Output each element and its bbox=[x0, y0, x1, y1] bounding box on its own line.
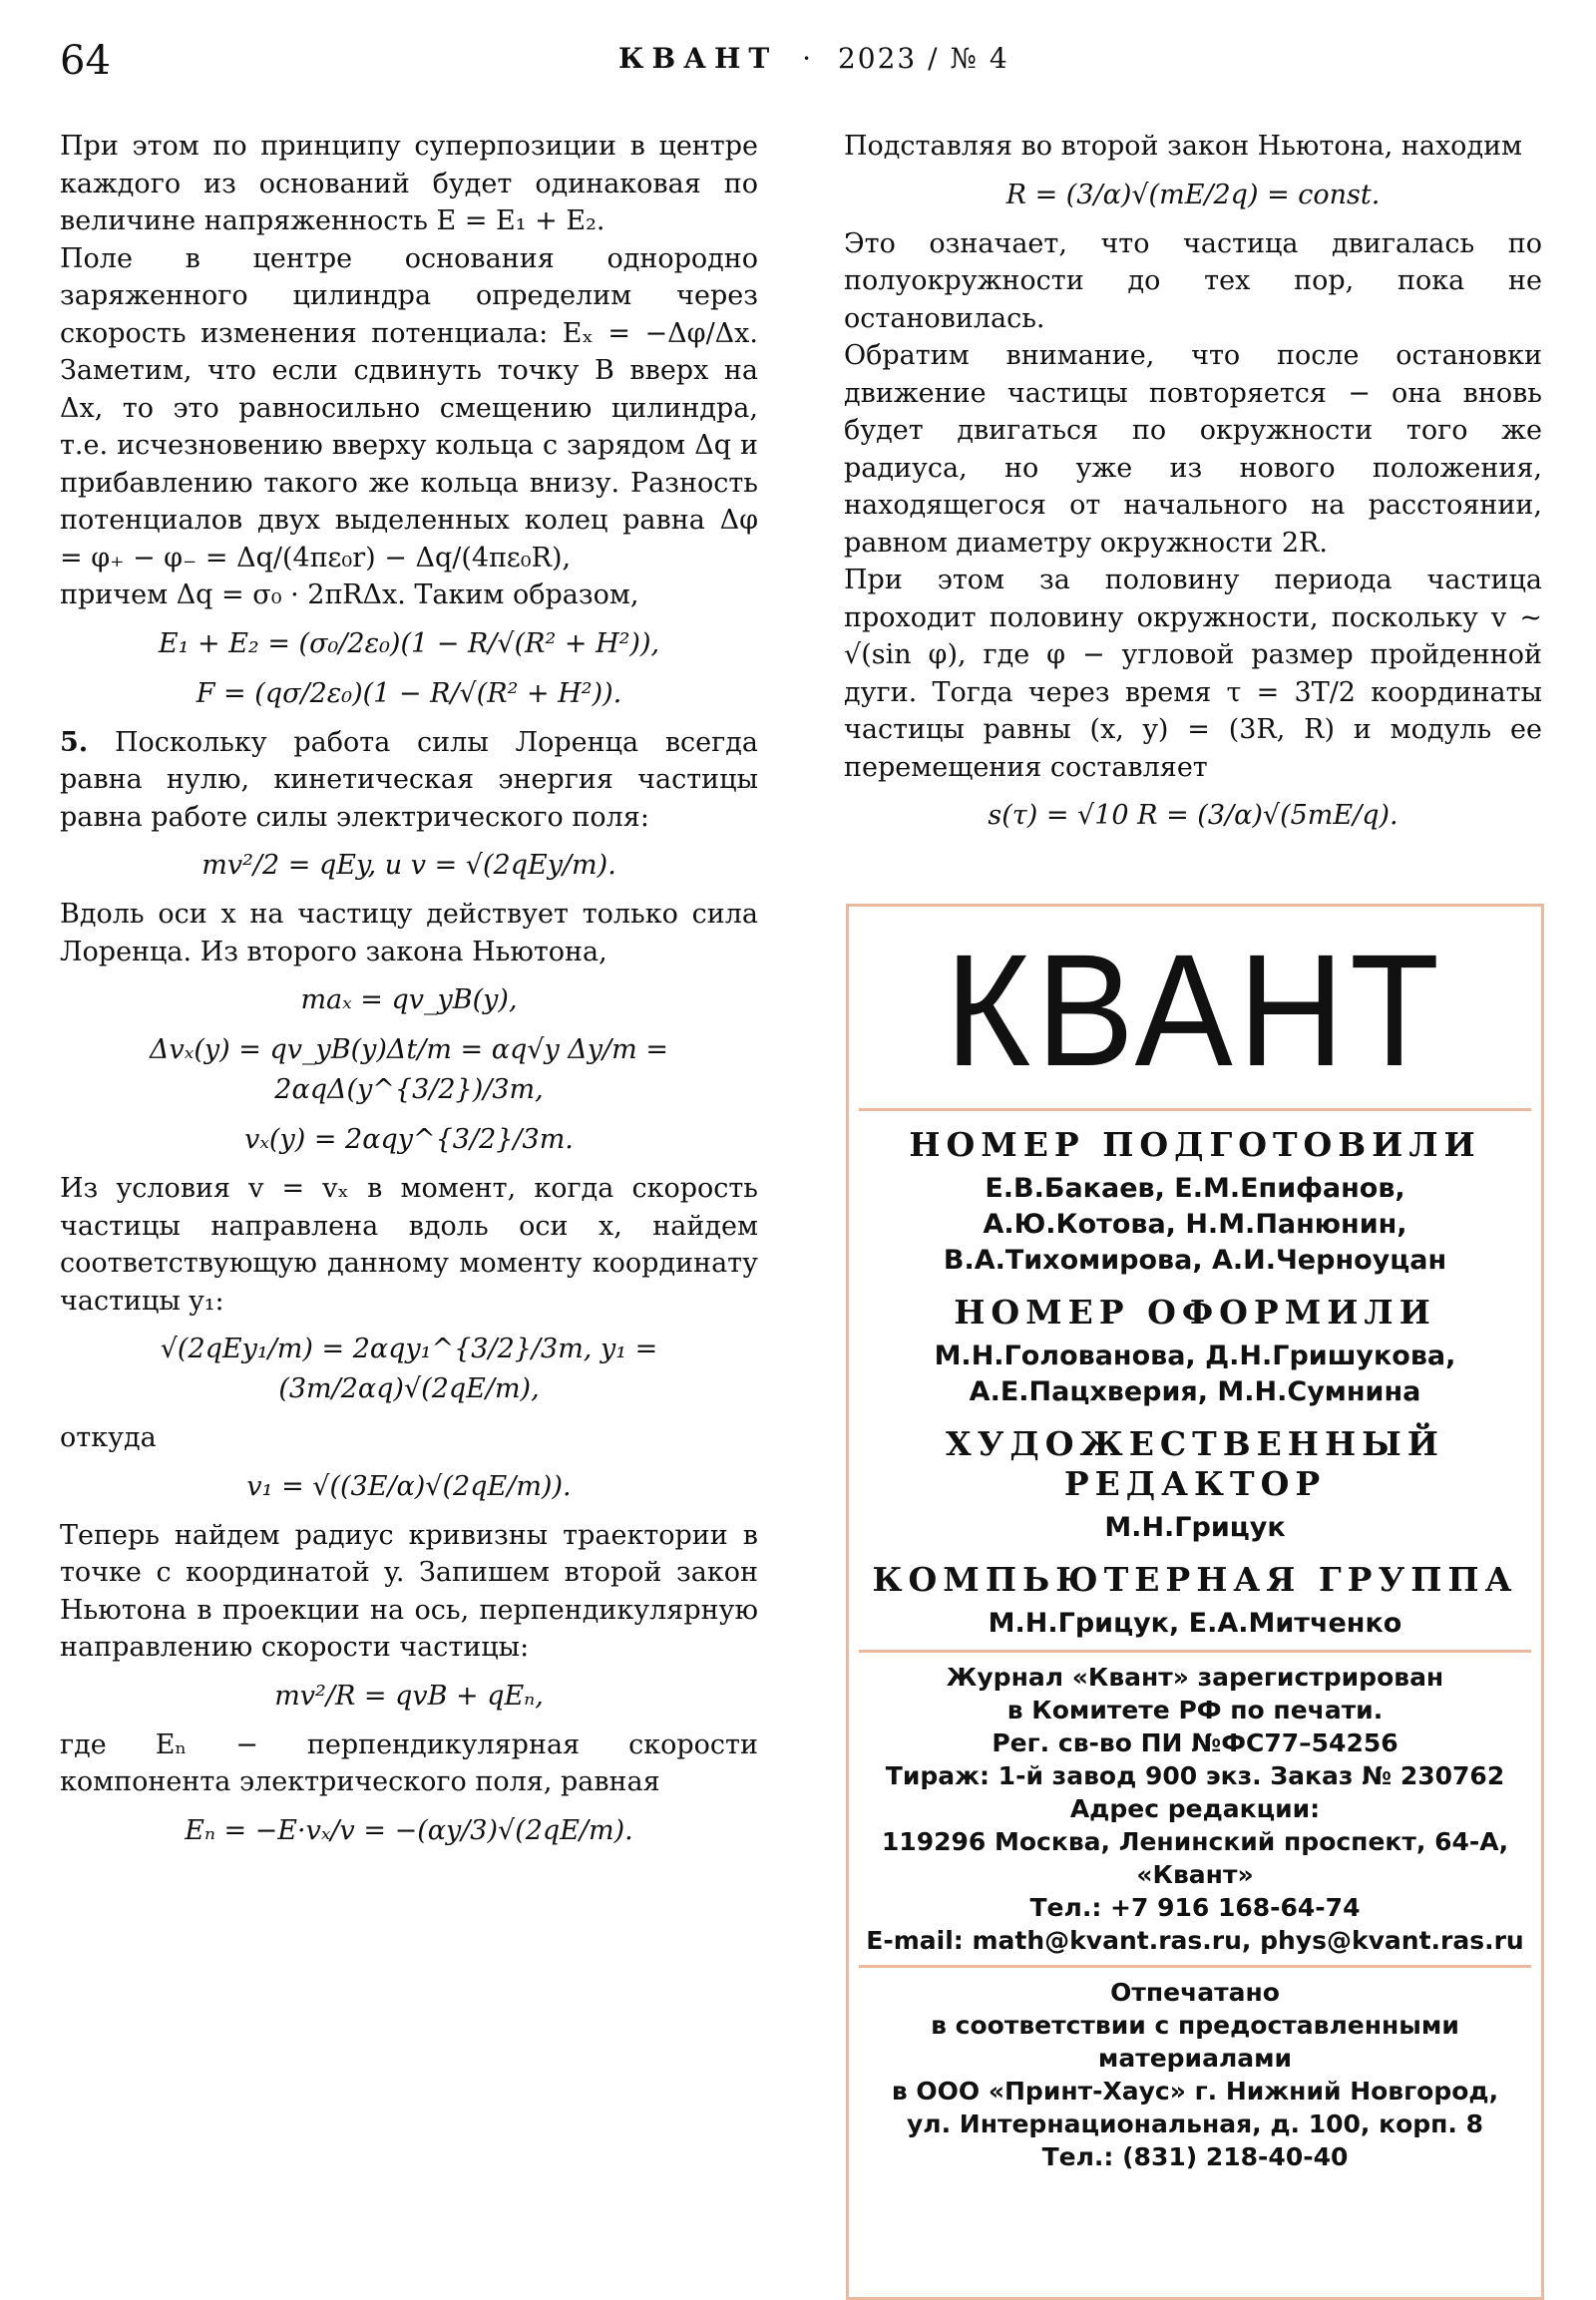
divider bbox=[859, 1650, 1531, 1653]
info-line: в Комитете РФ по печати. bbox=[1006, 1696, 1384, 1725]
info-line: Отпечатано bbox=[1110, 1978, 1280, 2007]
imprint-box bbox=[846, 904, 1544, 2300]
journal-issue bbox=[618, 42, 1009, 75]
paragraph: Подставляя во второй закон Ньютона, находим bbox=[844, 131, 1523, 162]
credit-line: М.Н.Грицук, Е.А.Митченко bbox=[988, 1608, 1402, 1639]
info-line: Адрес редакции: bbox=[1069, 1794, 1321, 1823]
credit-line: В.А.Тихомирова, А.И.Черноуцан bbox=[943, 1245, 1447, 1276]
formula: mv²/2 = qEy, и v = √(2qEy/m). bbox=[201, 850, 616, 881]
credit-line: М.Н.Голованова, Д.Н.Гришукова, bbox=[934, 1341, 1456, 1371]
paragraph bbox=[60, 724, 758, 837]
kvant-logo: КВАНТ bbox=[945, 921, 1445, 1099]
formula: E₁ + E₂ = (σ₀/2ε₀)(1 − R/√(R² + H²)), bbox=[158, 627, 660, 659]
divider bbox=[859, 1965, 1531, 1968]
header-separator: · bbox=[802, 42, 814, 75]
paragraph: При этом по принципу суперпозиции в центре каждого из оснований будет одинаковая по величине напряженность E = E₁ + E₂. bbox=[60, 131, 758, 236]
issue-number: 2023 / № 4 bbox=[837, 42, 1009, 75]
info-line: 119296 Москва, Ленинский проспект, 64-А, bbox=[881, 1827, 1509, 1856]
running-header bbox=[60, 32, 1536, 92]
section-title: НОМЕР ОФОРМИЛИ bbox=[954, 1293, 1436, 1332]
info-line: Тираж: 1-й завод 900 экз. Заказ № 230762 bbox=[885, 1761, 1505, 1790]
paragraph: где Eₙ − перпендикулярная скорости компонента электрического поля, равная bbox=[60, 1728, 758, 1797]
info-line: Рег. св-во ПИ №ФС77–54256 bbox=[992, 1728, 1398, 1757]
credits-block bbox=[849, 1171, 1541, 1279]
formula: Δvₓ(y) = qv_yB(y)Δt/m = αq√y Δy/m = 2αqΔ(y^{3/2})/3m, bbox=[150, 1034, 668, 1105]
info-line: Тел.: (831) 218-40-40 bbox=[1041, 2142, 1349, 2171]
paragraph: Из условия v = vₓ в момент, когда скорость частицы направлена вдоль оси x, найдем соответствующую данному моменту координату частицы y₁: bbox=[60, 1173, 758, 1317]
info-line: в ООО «Принт-Хаус» г. Нижний Новгород, bbox=[891, 2077, 1499, 2106]
info-line: ул. Интернациональная, д. 100, корп. 8 bbox=[906, 2109, 1484, 2138]
section-title-line: ХУДОЖЕСТВЕННЫЙ bbox=[946, 1424, 1444, 1463]
paragraph: Обратим внимание, что после остановки движение частицы повторяется − она вновь будет двигаться по окружности того же радиуса, но уже из нового положения, находящегося от начального на расстоянии, равном диаметру окружности 2R. bbox=[844, 340, 1542, 559]
formula: mv²/R = qvB + qEₙ, bbox=[274, 1680, 544, 1712]
info-line: материалами bbox=[1097, 2044, 1293, 2073]
paragraph: причем Δq = σ₀ · 2πRΔx. Таким образом, bbox=[60, 579, 639, 610]
section-title: КОМПЬЮТЕРНАЯ ГРУППА bbox=[872, 1560, 1518, 1599]
formula: vₓ(y) = 2αqy^{3/2}/3m. bbox=[244, 1124, 574, 1155]
credit-line: А.Е.Пацхверия, М.Н.Сумнина bbox=[969, 1376, 1421, 1407]
section-title bbox=[849, 1424, 1541, 1504]
problem-number: 5. bbox=[60, 726, 89, 758]
formula: √(2qEy₁/m) = 2αqy₁^{3/2}/3m, y₁ = (3m/2αq)√(2qE/m), bbox=[160, 1334, 658, 1404]
left-column bbox=[60, 128, 758, 1861]
section-title: НОМЕР ПОДГОТОВИЛИ bbox=[909, 1125, 1481, 1164]
paragraph: При этом за половину периода частица проходит половину окружности, поскольку v ~ √(sin φ), где φ − угловой размер пройденной дуги. Тогда через время τ = 3T/2 координаты частицы равны (x, y) = (3R, R) и модуль ее перемещения составляет bbox=[844, 565, 1542, 783]
credit-line: А.Ю.Котова, Н.М.Панюнин, bbox=[983, 1209, 1407, 1240]
page-number: 64 bbox=[60, 38, 111, 84]
paragraph: Теперь найдем радиус кривизны траектории в точке с координатой y. Запишем второй закон Ньютона в проекции на ось, перпендикулярную направлению скорости частицы: bbox=[60, 1519, 758, 1663]
section-title-line: РЕДАКТОР bbox=[1063, 1464, 1327, 1503]
registration-block bbox=[849, 1661, 1541, 1957]
email-line: E-mail: math@kvant.ras.ru, phys@kvant.ras.ru bbox=[866, 1926, 1524, 1955]
paragraph-text: Поскольку работа силы Лоренца всегда равна нулю, кинетическая энергия частицы равна работе силы электрического поля: bbox=[60, 726, 758, 833]
formula: s(τ) = √10 R = (3/α)√(5mE/q). bbox=[988, 800, 1398, 831]
paragraph: Вдоль оси x на частицу действует только сила Лоренца. Из второго закона Ньютона, bbox=[60, 899, 758, 967]
info-line: Журнал «Квант» зарегистрирован bbox=[946, 1663, 1444, 1692]
credits-block bbox=[849, 1339, 1541, 1410]
journal-name: КВАНТ bbox=[618, 42, 778, 75]
info-line: Тел.: +7 916 168-64-74 bbox=[1029, 1893, 1361, 1922]
paragraph: Это означает, что частица двигалась по полуокружности до тех пор, пока не остановилась. bbox=[844, 227, 1542, 334]
print-block bbox=[849, 1976, 1541, 2173]
formula: Eₙ = −E·vₓ/v = −(αy/3)√(2qE/m). bbox=[185, 1814, 633, 1846]
info-line: в соответствии с предоставленными bbox=[931, 2011, 1459, 2040]
formula: F = (qσ/2ε₀)(1 − R/√(R² + H²)). bbox=[196, 677, 622, 709]
formula: R = (3/α)√(mE/2q) = const. bbox=[1005, 179, 1381, 210]
paragraph: Поле в центре основания однородно заряженного цилиндра определим через скорость изменения потенциала: Eₓ = −Δφ/Δx. Заметим, что если сдвинуть точку B вверх на Δx, то это равносильно смещению цилиндра, т.е. исчезновению вверху кольца с зарядом Δq и прибавлению такого же кольца внизу. Разность потенциалов двух выделенных колец равна Δφ = φ₊ − φ₋ = Δq/(4πε₀r) − Δq/(4πε₀R), bbox=[60, 242, 758, 574]
info-line: «Квант» bbox=[1136, 1860, 1254, 1889]
divider bbox=[859, 1108, 1531, 1111]
right-column bbox=[844, 128, 1542, 846]
credit-line: Е.В.Бакаев, Е.М.Епифанов, bbox=[985, 1173, 1405, 1204]
formula: maₓ = qv_yB(y), bbox=[300, 984, 518, 1015]
formula: v₁ = √((3E/α)√(2qE/m)). bbox=[246, 1470, 572, 1502]
credit-line: М.Н.Грицук bbox=[1104, 1512, 1286, 1543]
paragraph: откуда bbox=[60, 1422, 157, 1453]
